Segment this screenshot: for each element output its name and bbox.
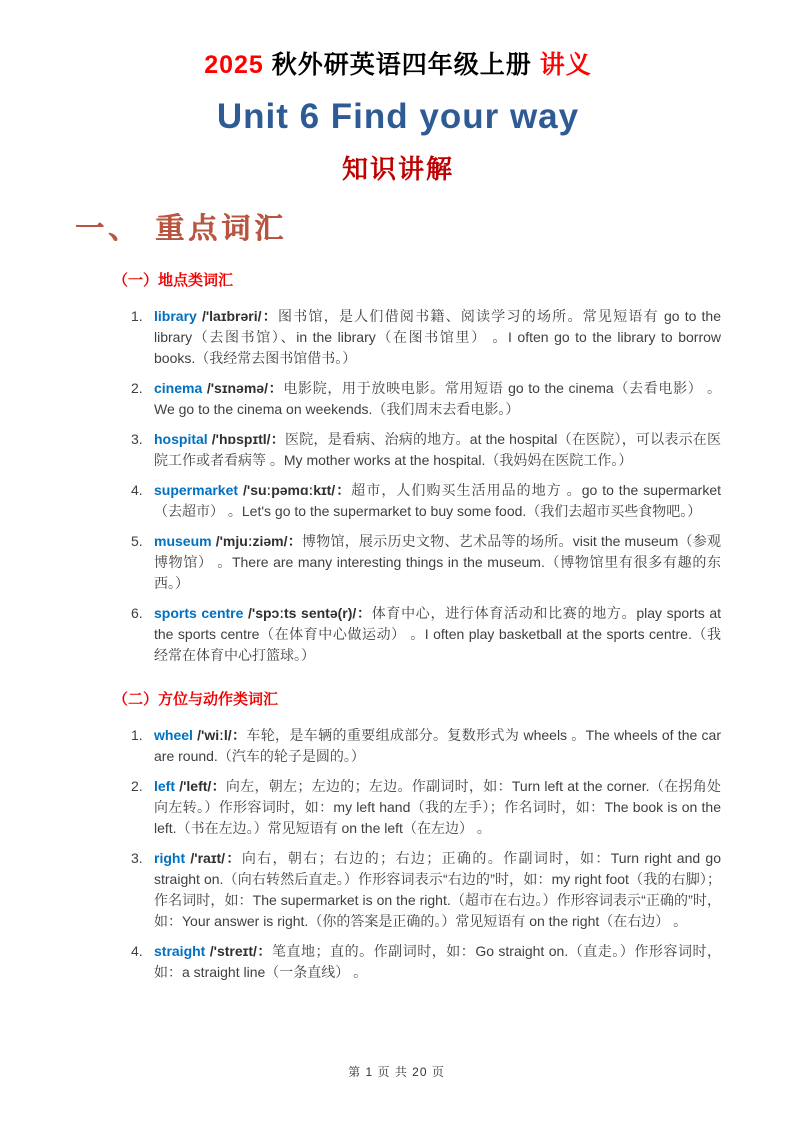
vocab-word: left	[154, 778, 175, 795]
vocab-phonetic: /'suːpəmɑːkɪt/：	[238, 482, 352, 499]
vocab-item	[131, 480, 721, 522]
vocab-phonetic: /'streɪt/：	[205, 943, 272, 960]
vocab-definition: 向右，朝右；右边的；右边；正确的。作副词时，如：Turn right and go straight on.（向右转然后直走。）作形容词表示“右边的”时，如：my right foot（我的右脚）；作名词时，如：The supermarket is on the right.（超市在右边。）作形容词表示“正确的”时，如：Your answer is right.（你的答案是正确的。）常见短语有 on the right（在右边） 。	[154, 850, 721, 930]
item-text	[154, 941, 721, 983]
item-text	[154, 480, 721, 522]
vocab-word: hospital	[154, 431, 208, 448]
vocab-section-heading: （一）地点类词汇	[113, 272, 234, 290]
vocab-word: cinema	[154, 380, 203, 397]
item-number: 4.	[131, 943, 143, 960]
item-text	[154, 725, 721, 767]
item-number: 4.	[131, 482, 143, 499]
item-number: 5.	[131, 533, 143, 550]
vocab-item	[131, 848, 721, 932]
item-number: 2.	[131, 778, 143, 795]
vocab-definition: 笔直地；直的。作副词时，如：Go straight on.（直走。）作形容词时，如：a straight line（一条直线） 。	[154, 943, 721, 981]
item-number: 2.	[131, 380, 143, 397]
vocab-section-directions	[75, 688, 721, 983]
vocab-definition: 医院，是看病、治病的地方。at the hospital（在医院），可以表示在医院工作或者看病等 。My mother works at the hospital.（我妈妈在医院工作。）	[154, 431, 722, 469]
item-text	[154, 306, 721, 369]
item-number: 3.	[131, 431, 143, 448]
vocab-item-list	[75, 306, 721, 666]
vocab-word: wheel	[154, 727, 193, 744]
item-text	[154, 429, 721, 471]
vocab-word: museum	[154, 533, 212, 550]
vocab-word: sports centre	[154, 605, 244, 622]
page-title	[75, 50, 721, 81]
heading-key-vocabulary: 一、 重点词汇	[75, 211, 288, 246]
vocab-item	[131, 429, 721, 471]
vocab-item	[131, 776, 721, 839]
vocab-phonetic: /'hɒspɪtl/：	[207, 431, 285, 448]
vocab-section-heading: （二）方位与动作类词汇	[113, 691, 279, 709]
item-text	[154, 603, 721, 666]
item-number: 6.	[131, 605, 143, 622]
vocab-definition: 博物馆，展示历史文物、艺术品等的场所。visit the museum（参观博物馆） 。There are many interesting things in the museum.（博物馆里有很多有趣的东西。）	[154, 533, 721, 592]
vocab-item	[131, 531, 721, 594]
vocab-word: supermarket	[154, 482, 239, 499]
vocab-word: straight	[154, 943, 206, 960]
vocab-phonetic: /'wiːl/：	[192, 727, 247, 744]
item-number: 1.	[131, 727, 143, 744]
vocab-word: library	[154, 308, 197, 325]
item-text	[154, 848, 721, 932]
vocab-phonetic: /'raɪt/：	[185, 850, 242, 867]
vocab-definition: 车轮，是车辆的重要组成部分。复数形式为 wheels 。The wheels of the car are round.（汽车的轮子是圆的。）	[154, 727, 721, 765]
item-text	[154, 776, 721, 839]
unit-title: Unit 6 Find your way	[216, 97, 580, 137]
page-title-year: 2025	[204, 51, 264, 79]
vocab-definition: 体育中心，进行体育活动和比赛的地方。play sports at the sports centre（在体育中心做运动） 。I often play basketball at the sports centre.（我经常在体育中心打篮球。）	[154, 605, 721, 664]
knowledge-section-title: 知识讲解	[341, 155, 454, 185]
item-text	[154, 531, 721, 594]
vocab-item	[131, 603, 721, 666]
vocab-phonetic: /'mjuːziəm/：	[211, 533, 302, 550]
vocab-phonetic: /'sɪnəmə/：	[202, 380, 284, 397]
vocab-item-list	[75, 725, 721, 983]
vocab-phonetic: /'left/：	[175, 778, 226, 795]
item-number: 1.	[131, 308, 143, 325]
vocab-phonetic: /'spɔːts sentə(r)/：	[243, 605, 372, 622]
vocab-item	[131, 378, 721, 420]
vocab-definition: 超市，人们购买生活用品的地方 。go to the supermarket（去超市） 。Let's go to the supermarket to buy some food.（我们去超市买些食物吧。）	[154, 482, 722, 520]
vocab-word: right	[154, 850, 186, 867]
vocab-item	[131, 725, 721, 767]
vocab-item	[131, 306, 721, 369]
item-number: 3.	[131, 850, 143, 867]
vocab-section-places	[75, 269, 721, 666]
page-footer: 第 1 页 共 20 页	[348, 1065, 445, 1079]
vocab-phonetic: /'laɪbrəri/：	[196, 308, 278, 325]
vocab-definition: 电影院，用于放映电影。常用短语 go to the cinema（去看电影） 。We go to the cinema on weekends.（我们周末去看电影。）	[154, 380, 721, 418]
page-title-suffix: 讲义	[539, 51, 592, 79]
page-title-main: 秋外研英语四年级上册	[263, 51, 540, 79]
item-text	[154, 378, 721, 420]
vocab-item	[131, 941, 721, 983]
vocab-definition: 向左，朝左；左边的；左边。作副词时，如：Turn left at the corner.（在拐角处向左转。）作形容词时，如：my left hand（我的左手）；作名词时，如：The book is on the left.（书在左边。）常见短语有 on the left（在左边） 。	[154, 778, 722, 837]
vocab-definition: 图书馆，是人们借阅书籍、阅读学习的场所。常见短语有 go to the library（去图书馆）、in the library（在图书馆里） 。I often go to the library to borrow books.（我经常去图书馆借书。）	[154, 308, 721, 367]
